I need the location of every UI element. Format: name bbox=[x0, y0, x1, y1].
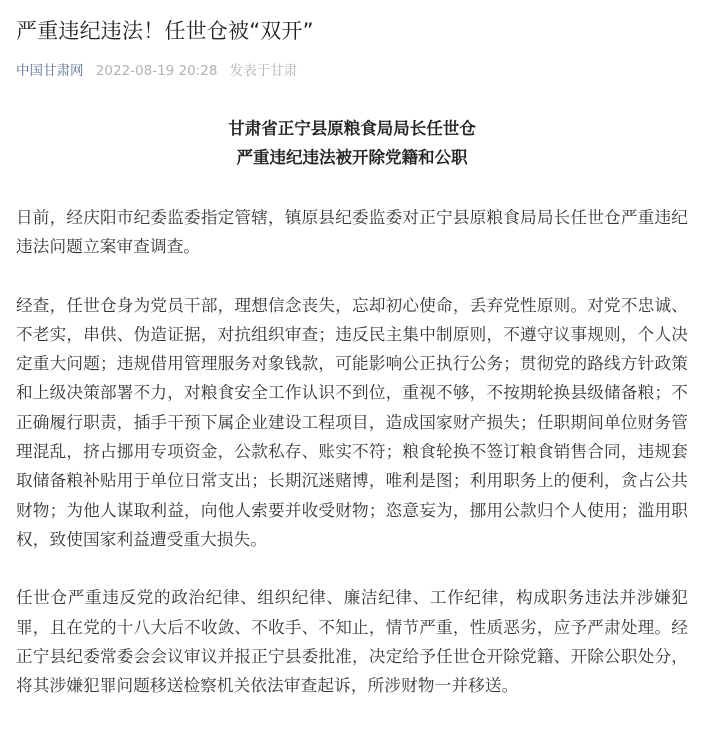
subtitle-line-1: 甘肃省正宁县原粮食局局长任世仓 bbox=[228, 119, 476, 138]
paragraph-decision: 任世仓严重违反党的政治纪律、组织纪律、廉洁纪律、工作纪律，构成职务违法并涉嫌犯罪，且在党的十八大后不收敛、不收手、不知止，情节严重，性质恶劣，应予严肃处理。经正宁县纪委常委会会议审议并报正宁县委批准，决定给予任世仓开除党籍、开除公职处分，将其涉嫌犯罪问题移送检察机关依法审查起诉，所涉财物一并移送。 bbox=[16, 588, 688, 696]
subtitle-line-2: 严重违纪违法被开除党籍和公职 bbox=[236, 148, 468, 167]
source-link[interactable]: 中国甘肃网 bbox=[16, 63, 84, 79]
paragraph-intro: 日前，经庆阳市纪委监委指定管辖，镇原县纪委监委对正宁县原粮食局局长任世仓严重违纪违法问题立案审查调查。 bbox=[16, 208, 688, 257]
article-subtitle bbox=[16, 114, 688, 172]
article-title: 严重违纪违法！任世仓被“双开” bbox=[16, 19, 314, 43]
paragraph-findings: 经查，任世仓身为党员干部，理想信念丧失，忘却初心使命，丢弃党性原则。对党不忠诚、不老实，串供、伪造证据，对抗组织审查；违反民主集中制原则，不遵守议事规则，个人决定重大问题；违规借用管理服务对象钱款，可能影响公正执行公务；贯彻党的路线方针政策和上级决策部署不力，对粮食安全工作认识不到位，重视不够，不按期轮换县级储备粮；不正确履行职责，插手干预下属企业建设工程项目，造成国家财产损失；任职期间单位财务管理混乱，挤占挪用专项资金，公款私存、账实不符；粮食轮换不签订粮食销售合同，违规套取储备粮补贴用于单位日常支出；长期沉迷赌博，唯利是图；利用职务上的便利，贪占公共财物；为他人谋取利益，向他人索要并收受财物；恣意妄为，挪用公款归个人使用；滥用职权，致使国家利益遭受重大损失。 bbox=[16, 295, 688, 549]
publish-location: 发表于甘肃 bbox=[229, 63, 298, 79]
article-meta bbox=[16, 61, 688, 81]
publish-date: 2022-08-19 20:28 bbox=[95, 63, 218, 79]
